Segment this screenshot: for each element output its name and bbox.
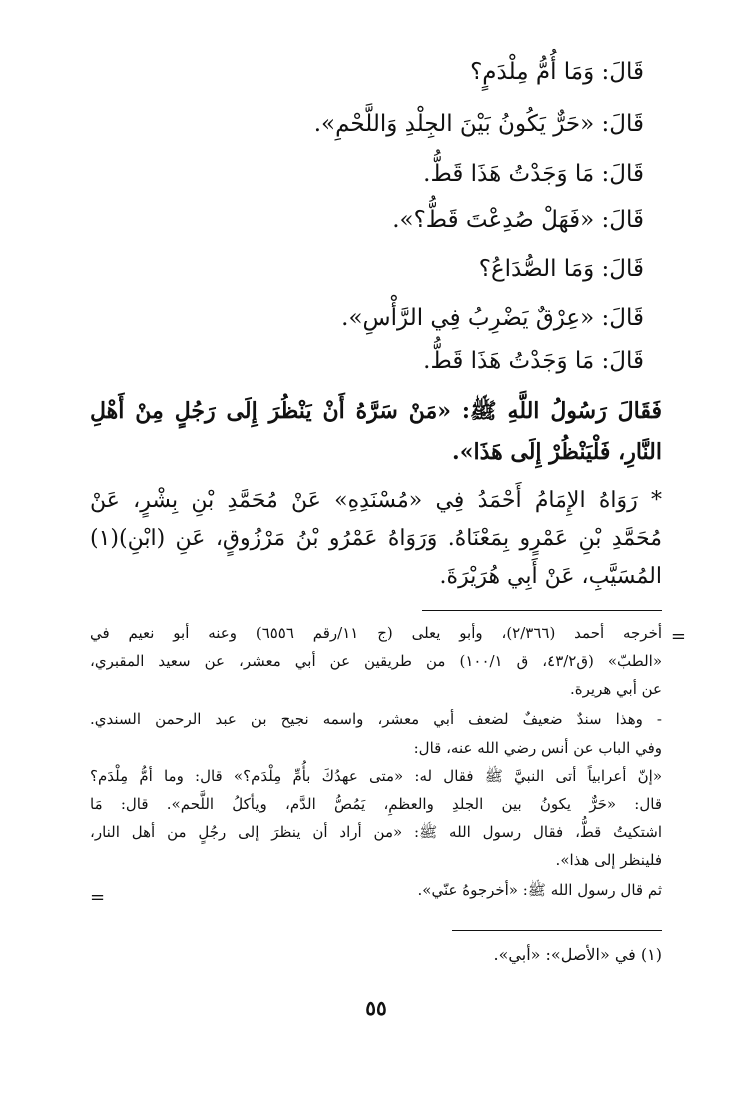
continuation-mark: = xyxy=(670,626,686,647)
dialogue-line: قَالَ: «عِرْقٌ يَضْرِبُ فِي الرَّأْسِ». xyxy=(341,305,644,331)
footnote-line: ثم قال رسول الله ﷺ: «أخرجوهُ عنّي». xyxy=(417,881,662,899)
dialogue-line: قَالَ: وَمَا أُمُّ مِلْدَمٍ؟ xyxy=(470,59,644,85)
dialogue-line: قَالَ: وَمَا الصُّدَاعُ؟ xyxy=(478,256,644,282)
footnote-1: (١) في «الأصل»: «أبي». xyxy=(493,945,662,964)
narration-line: المُسَيَّبِ، عَنْ أَبِي هُرَيْرَةَ. xyxy=(439,564,662,589)
footnote-line: قال: «حَرٌّ يكونُ بين الجلدِ والعظمِ، يَمُصُّ الدَّم، ويأكلُ اللَّحم». قال: مَا xyxy=(90,795,662,813)
narration-line: * رَوَاهُ الإِمَامُ أَحْمَدُ فِي «مُسْنَدِهِ» عَنْ مُحَمَّدِ بْنِ بِشْرٍ، عَنْ xyxy=(90,488,662,513)
narration-line: مُحَمَّدِ بْنِ عَمْرٍو بِمَعْنَاهُ. وَرَوَاهُ عَمْرُو بْنُ مَرْزُوقٍ، عَنِ (ابْنِ)(١) xyxy=(90,526,662,551)
footnote-separator xyxy=(452,930,662,931)
footnote-line: اشتكيتُ قطُّ، فقال رسول الله ﷺ: «من أراد أن ينظرَ إلى رجُلٍ من أهل النار، xyxy=(90,823,662,841)
dialogue-line: قَالَ: «حَرٌّ يَكُونُ بَيْنَ الجِلْدِ وَاللَّحْمِ». xyxy=(313,111,644,137)
footnote-line: - وهذا سندٌ ضعيفٌ لضعف أبي معشر، واسمه نجيح بن عبد الرحمن السندي. xyxy=(90,710,662,728)
footnote-line: فلينظر إلى هذا». xyxy=(555,851,662,869)
hadith-line: فَقَالَ رَسُولُ اللَّهِ ﷺ: «مَنْ سَرَّهُ أَنْ يَنْظُرَ إِلَى رَجُلٍ مِنْ أَهْلِ xyxy=(90,398,662,424)
footnote-line: وفي الباب عن أنس رضي الله عنه، قال: xyxy=(413,739,662,757)
hadith-line: النَّارِ، فَلْيَنْظُرْ إِلَى هَذَا». xyxy=(452,439,662,465)
continuation-end-mark: = xyxy=(90,887,106,908)
dialogue-line: قَالَ: مَا وَجَدْتُ هَذَا قَطُّ. xyxy=(423,348,644,374)
footnote-line: «الطبّ» (ق٤٣/٢، ق ١٠٠/١) من طريقين عن أبي معشر، عن سعيد المقبري، xyxy=(90,652,663,670)
footnote-line: «إنّ أعرابياً أتى النبيَّ ﷺ فقال له: «متى عهدُكَ بأُمِّ مِلْدَم؟» قال: وما أمُّ مِلْدَم؟ xyxy=(90,767,662,785)
dialogue-line: قَالَ: مَا وَجَدْتُ هَذَا قَطُّ. xyxy=(423,161,644,187)
dialogue-line: قَالَ: «فَهَلْ صُدِعْتَ قَطُّ؟». xyxy=(392,207,644,233)
footnote-line: عن أبي هريرة. xyxy=(569,680,662,698)
page-number: ٥٥ xyxy=(365,996,387,1020)
footnote-separator xyxy=(422,610,662,611)
footnote-line: أخرجه أحمد (٢/٣٦٦)، وأبو يعلى (ج ١١/رقم ٦٥٥٦) وعنه أبو نعيم في xyxy=(90,624,663,642)
